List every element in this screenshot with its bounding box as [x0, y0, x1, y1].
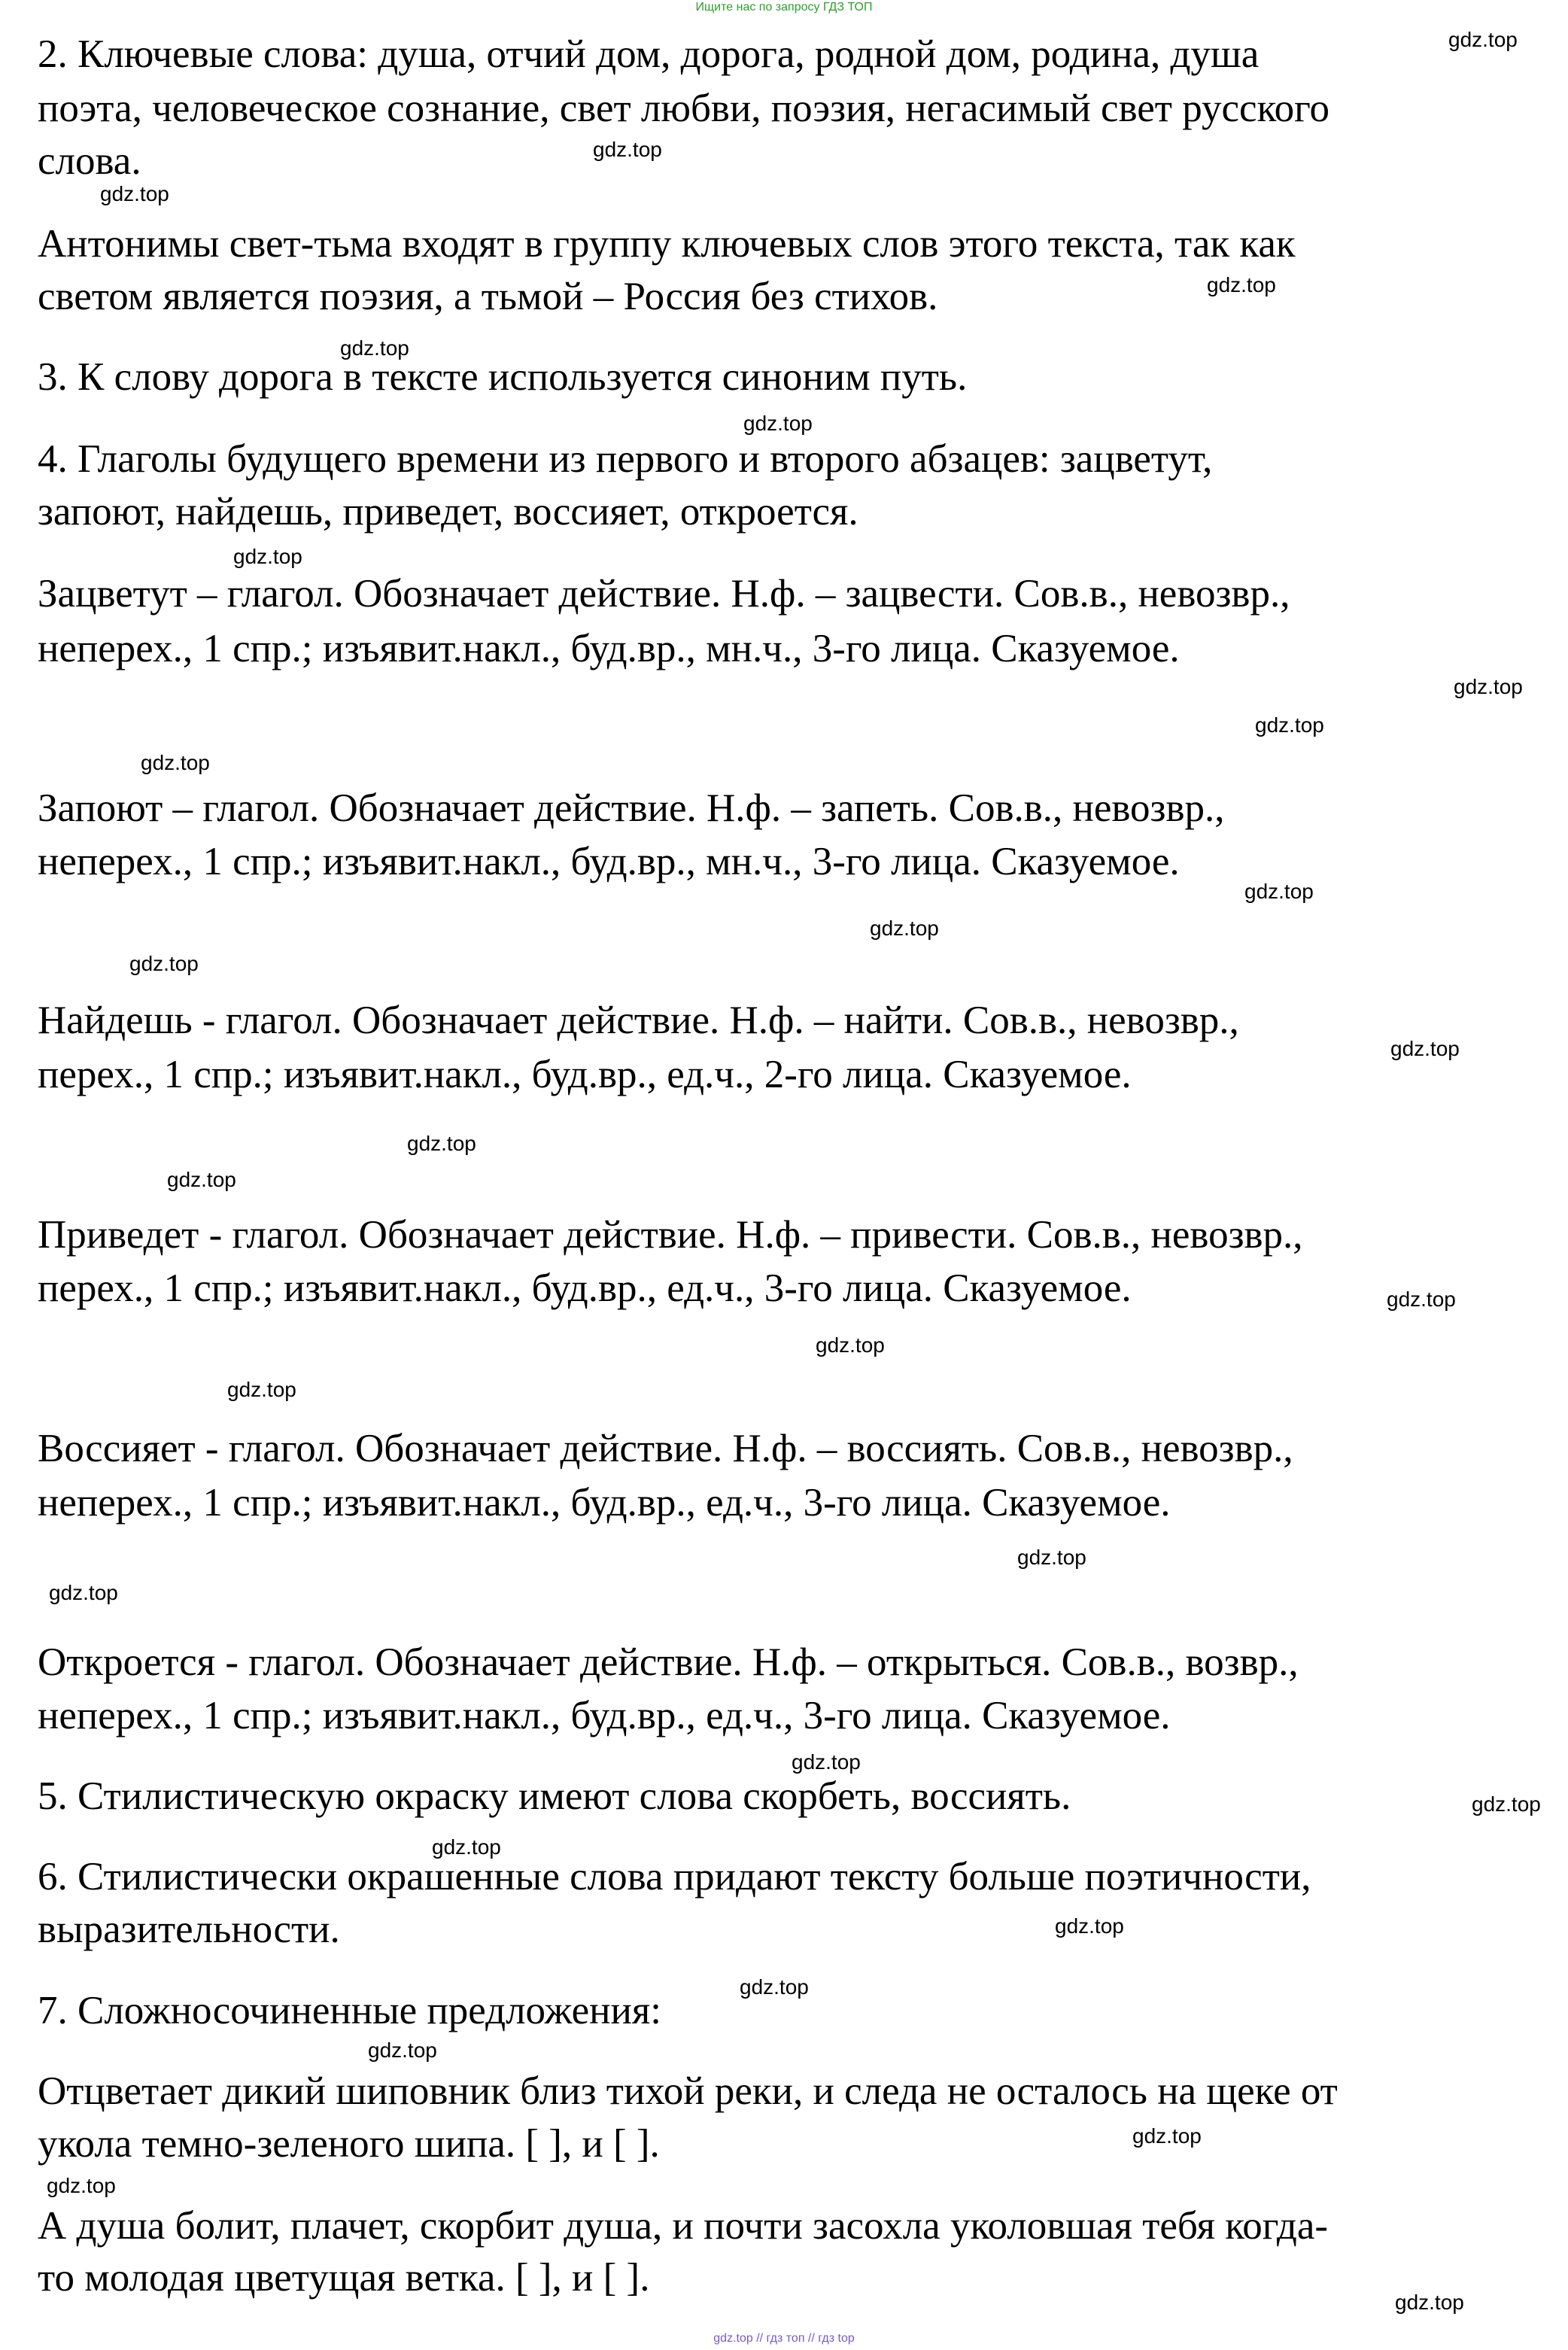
text-line: 7. Сложносочиненные предложения: — [38, 1989, 662, 2032]
watermark-text: gdz.top — [1395, 2291, 1464, 2314]
watermark-text: gdz.top — [141, 751, 210, 774]
watermark-text: gdz.top — [1390, 1037, 1460, 1060]
text-line: Откроется - глагол. Обозначает действие. Н.ф. – открыться. Сов.в., возвр., — [38, 1640, 1299, 1684]
text-line: Приведет - глагол. Обозначает действие. Н.ф. – привести. Сов.в., невозвр., — [38, 1213, 1303, 1257]
text-line: Запоют – глагол. Обозначает действие. Н.ф. – запеть. Сов.в., невозвр., — [38, 786, 1225, 830]
watermark-text: gdz.top — [49, 1581, 118, 1604]
text-line: 6. Стилистически окрашенные слова придают тексту больше поэтичности, — [38, 1855, 1311, 1899]
watermark-text: gdz.top — [1017, 1546, 1086, 1569]
watermark-text: gdz.top — [1448, 28, 1518, 51]
watermark-text: gdz.top — [1255, 713, 1324, 737]
text-line: выразительности. — [38, 1908, 340, 1951]
watermark-text: gdz.top — [340, 336, 409, 360]
watermark-text: gdz.top — [1207, 273, 1276, 296]
text-line: Воссияет - глагол. Обозначает действие. Н.ф. – воссиять. Сов.в., невозвр., — [38, 1427, 1293, 1470]
text-line: 4. Глаголы будущего времени из первого и второго абзацев: зацветут, — [38, 437, 1213, 481]
watermark-text: gdz.top — [743, 412, 813, 435]
text-line: Зацветут – глагол. Обозначает действие. Н.ф. – зацвести. Сов.в., невозвр., — [38, 572, 1290, 616]
text-line: перех., 1 спр.; изъявит.накл., буд.вр., ед.ч., 2-го лица. Сказуемое. — [38, 1053, 1132, 1096]
text-line: Найдешь - глагол. Обозначает действие. Н.ф. – найти. Сов.в., невозвр., — [38, 999, 1239, 1042]
watermark-text: gdz.top — [368, 2038, 437, 2062]
header-banner: Ищите нас по запросу ГДЗ ТОП — [695, 1, 873, 14]
watermark-text: gdz.top — [1055, 1914, 1124, 1938]
text-line: запоют, найдешь, приведет, воссияет, откроется. — [38, 490, 858, 534]
text-line: неперех., 1 спр.; изъявит.накл., буд.вр., ед.ч., 3-го лица. Сказуемое. — [38, 1481, 1171, 1525]
watermark-text: gdz.top — [1472, 1792, 1541, 1816]
watermark-text: gdz.top — [740, 1975, 809, 1999]
text-line: 5. Стилистическую окраску имеют слова скорбеть, воссиять. — [38, 1774, 1071, 1818]
text-line: Антонимы свет-тьма входят в группу ключевых слов этого текста, так как — [38, 222, 1296, 266]
text-line: перех., 1 спр.; изъявит.накл., буд.вр., ед.ч., 3-го лица. Сказуемое. — [38, 1266, 1132, 1310]
watermark-text: gdz.top — [100, 182, 169, 205]
text-line: 3. К слову дорога в тексте используется синоним путь. — [38, 355, 968, 399]
watermark-text: gdz.top — [407, 1132, 476, 1155]
footer-banner: gdz.top // гдз топ // гдз top — [713, 2332, 855, 2345]
text-line: неперех., 1 спр.; изъявит.накл., буд.вр., ед.ч., 3-го лица. Сказуемое. — [38, 1694, 1171, 1737]
watermark-text: gdz.top — [47, 2174, 116, 2197]
watermark-text: gdz.top — [870, 917, 939, 940]
watermark-text: gdz.top — [593, 138, 662, 161]
text-line: поэта, человеческое сознание, свет любви, поэзия, негасимый свет русского — [38, 87, 1330, 130]
watermark-text: gdz.top — [792, 1750, 861, 1774]
watermark-text: gdz.top — [816, 1333, 885, 1357]
text-line: слова. — [38, 139, 141, 183]
text-line: А душа болит, плачет, скорбит душа, и почти засохла уколовшая тебя когда- — [38, 2204, 1328, 2248]
watermark-text: gdz.top — [227, 1378, 296, 1401]
watermark-text: gdz.top — [1454, 675, 1523, 698]
text-line: неперех., 1 спр.; изъявит.накл., буд.вр., мн.ч., 3-го лица. Сказуемое. — [38, 840, 1180, 883]
watermark-text: gdz.top — [1244, 880, 1314, 903]
watermark-text: gdz.top — [233, 545, 302, 568]
watermark-text: gdz.top — [1132, 2124, 1202, 2148]
text-line: то молодая цветущая ветка. [ ], и [ ]. — [38, 2256, 650, 2300]
watermark-text: gdz.top — [1387, 1287, 1456, 1311]
text-line: неперех., 1 спр.; изъявит.накл., буд.вр., мн.ч., 3-го лица. Сказуемое. — [38, 627, 1180, 670]
text-line: светом является поэзия, а тьмой – Россия без стихов. — [38, 275, 938, 318]
watermark-text: gdz.top — [432, 1835, 501, 1859]
watermark-text: gdz.top — [129, 952, 199, 975]
text-line: Отцветает дикий шиповник близ тихой реки, и следа не осталось на щеке от — [38, 2069, 1338, 2113]
watermark-text: gdz.top — [167, 1168, 236, 1191]
text-line: 2. Ключевые слова: душа, отчий дом, дорога, родной дом, родина, душа — [38, 32, 1260, 76]
text-line: укола темно-зеленого шипа. [ ], и [ ]. — [38, 2122, 660, 2166]
